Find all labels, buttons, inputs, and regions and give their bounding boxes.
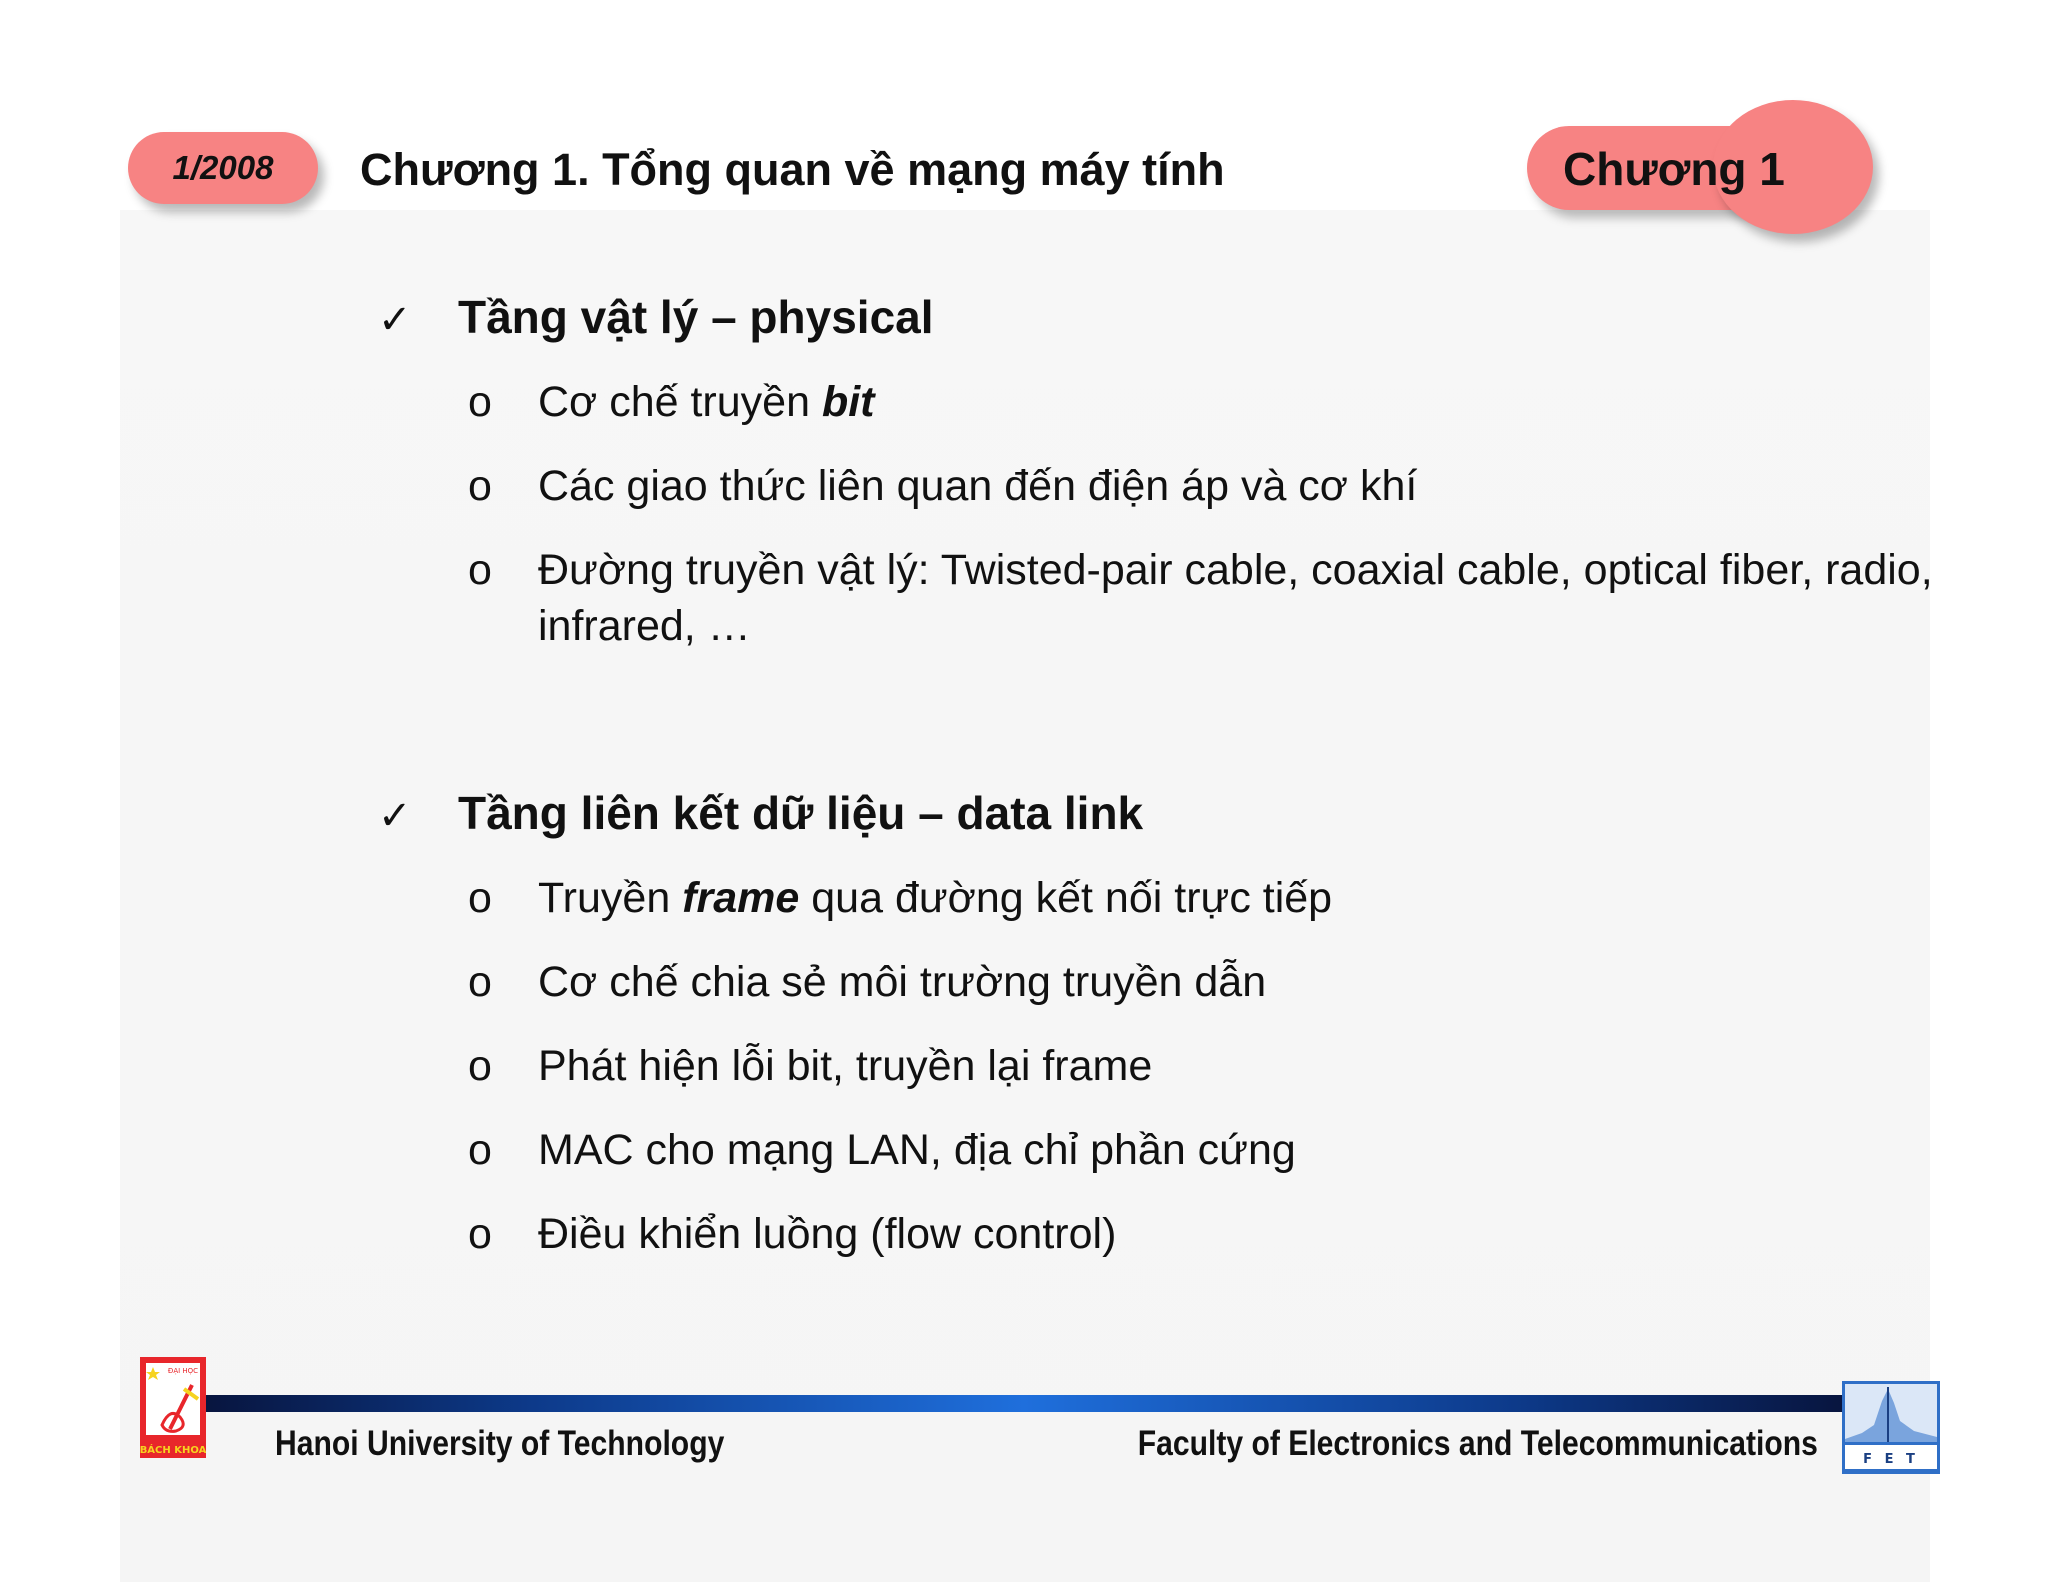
chapter-label: Chương 1 (1563, 143, 1785, 195)
list-item (468, 1122, 1938, 1178)
section-heading-text: Tầng vật lý – physical (458, 291, 934, 343)
faculty-logo-icon (1842, 1381, 1940, 1474)
list-item-text: Phát hiện lỗi bit, truyền lại frame (538, 1042, 1153, 1090)
checkmark-icon: ✓ (378, 793, 412, 839)
list-item-text (538, 870, 1332, 926)
footer-university-name: Hanoi University of Technology (275, 1424, 725, 1463)
list-item (468, 374, 1938, 430)
list-item-text: MAC cho mạng LAN, địa chỉ phần cứng (538, 1126, 1296, 1174)
section-heading-data-link (378, 786, 1143, 840)
list-item (468, 954, 1938, 1010)
bullet-marker: o (468, 874, 492, 922)
slide-title: Chương 1. Tổng quan về mạng máy tính (360, 144, 1225, 195)
footer-divider-bar (206, 1395, 1842, 1412)
list-item-text-rest: qua đường kết nối trực tiếp (799, 874, 1333, 922)
list-item-text: Điều khiển luồng (flow control) (538, 1210, 1117, 1258)
list-item-text: Các giao thức liên quan đến điện áp và cơ khí (538, 462, 1418, 510)
bullet-marker: o (468, 1126, 492, 1174)
list-item-text-part: Truyền (538, 874, 683, 922)
list-item (468, 870, 1938, 926)
section-heading-physical (378, 290, 934, 344)
university-logo-icon (140, 1357, 206, 1458)
list-item-text: Cơ chế chia sẻ môi trường truyền dẫn (538, 958, 1267, 1006)
bullet-marker: o (468, 1042, 492, 1090)
bullet-marker: o (468, 1210, 492, 1258)
bullet-marker: o (468, 462, 492, 510)
checkmark-icon: ✓ (378, 297, 412, 343)
footer-faculty-name: Faculty of Electronics and Telecommunications (1137, 1424, 1818, 1463)
list-item-text: Đường truyền vật lý: Twisted-pair cable, coaxial cable, optical fiber, radio, infrared, … (538, 546, 1933, 650)
date-badge (128, 132, 318, 204)
list-item-text-part: Cơ chế truyền (538, 378, 822, 426)
list-item (468, 542, 1938, 654)
section-heading-text: Tầng liên kết dữ liệu – data link (458, 787, 1144, 839)
bullet-marker: o (468, 958, 492, 1006)
bullet-marker: o (468, 378, 492, 426)
list-item (468, 1206, 1938, 1262)
svg-text:ĐẠI HỌC: ĐẠI HỌC (167, 1367, 199, 1375)
list-item (468, 1038, 1938, 1094)
list-item-text (538, 374, 874, 430)
list-item-emphasis: bit (821, 378, 875, 426)
list-item (468, 458, 1938, 514)
list-item-emphasis: frame (682, 874, 800, 922)
svg-text:F E T: F E T (1863, 1452, 1919, 1467)
svg-text:BÁCH KHOA: BÁCH KHOA (140, 1445, 206, 1456)
date-label: 1/2008 (172, 149, 274, 186)
bullet-marker: o (468, 546, 492, 594)
